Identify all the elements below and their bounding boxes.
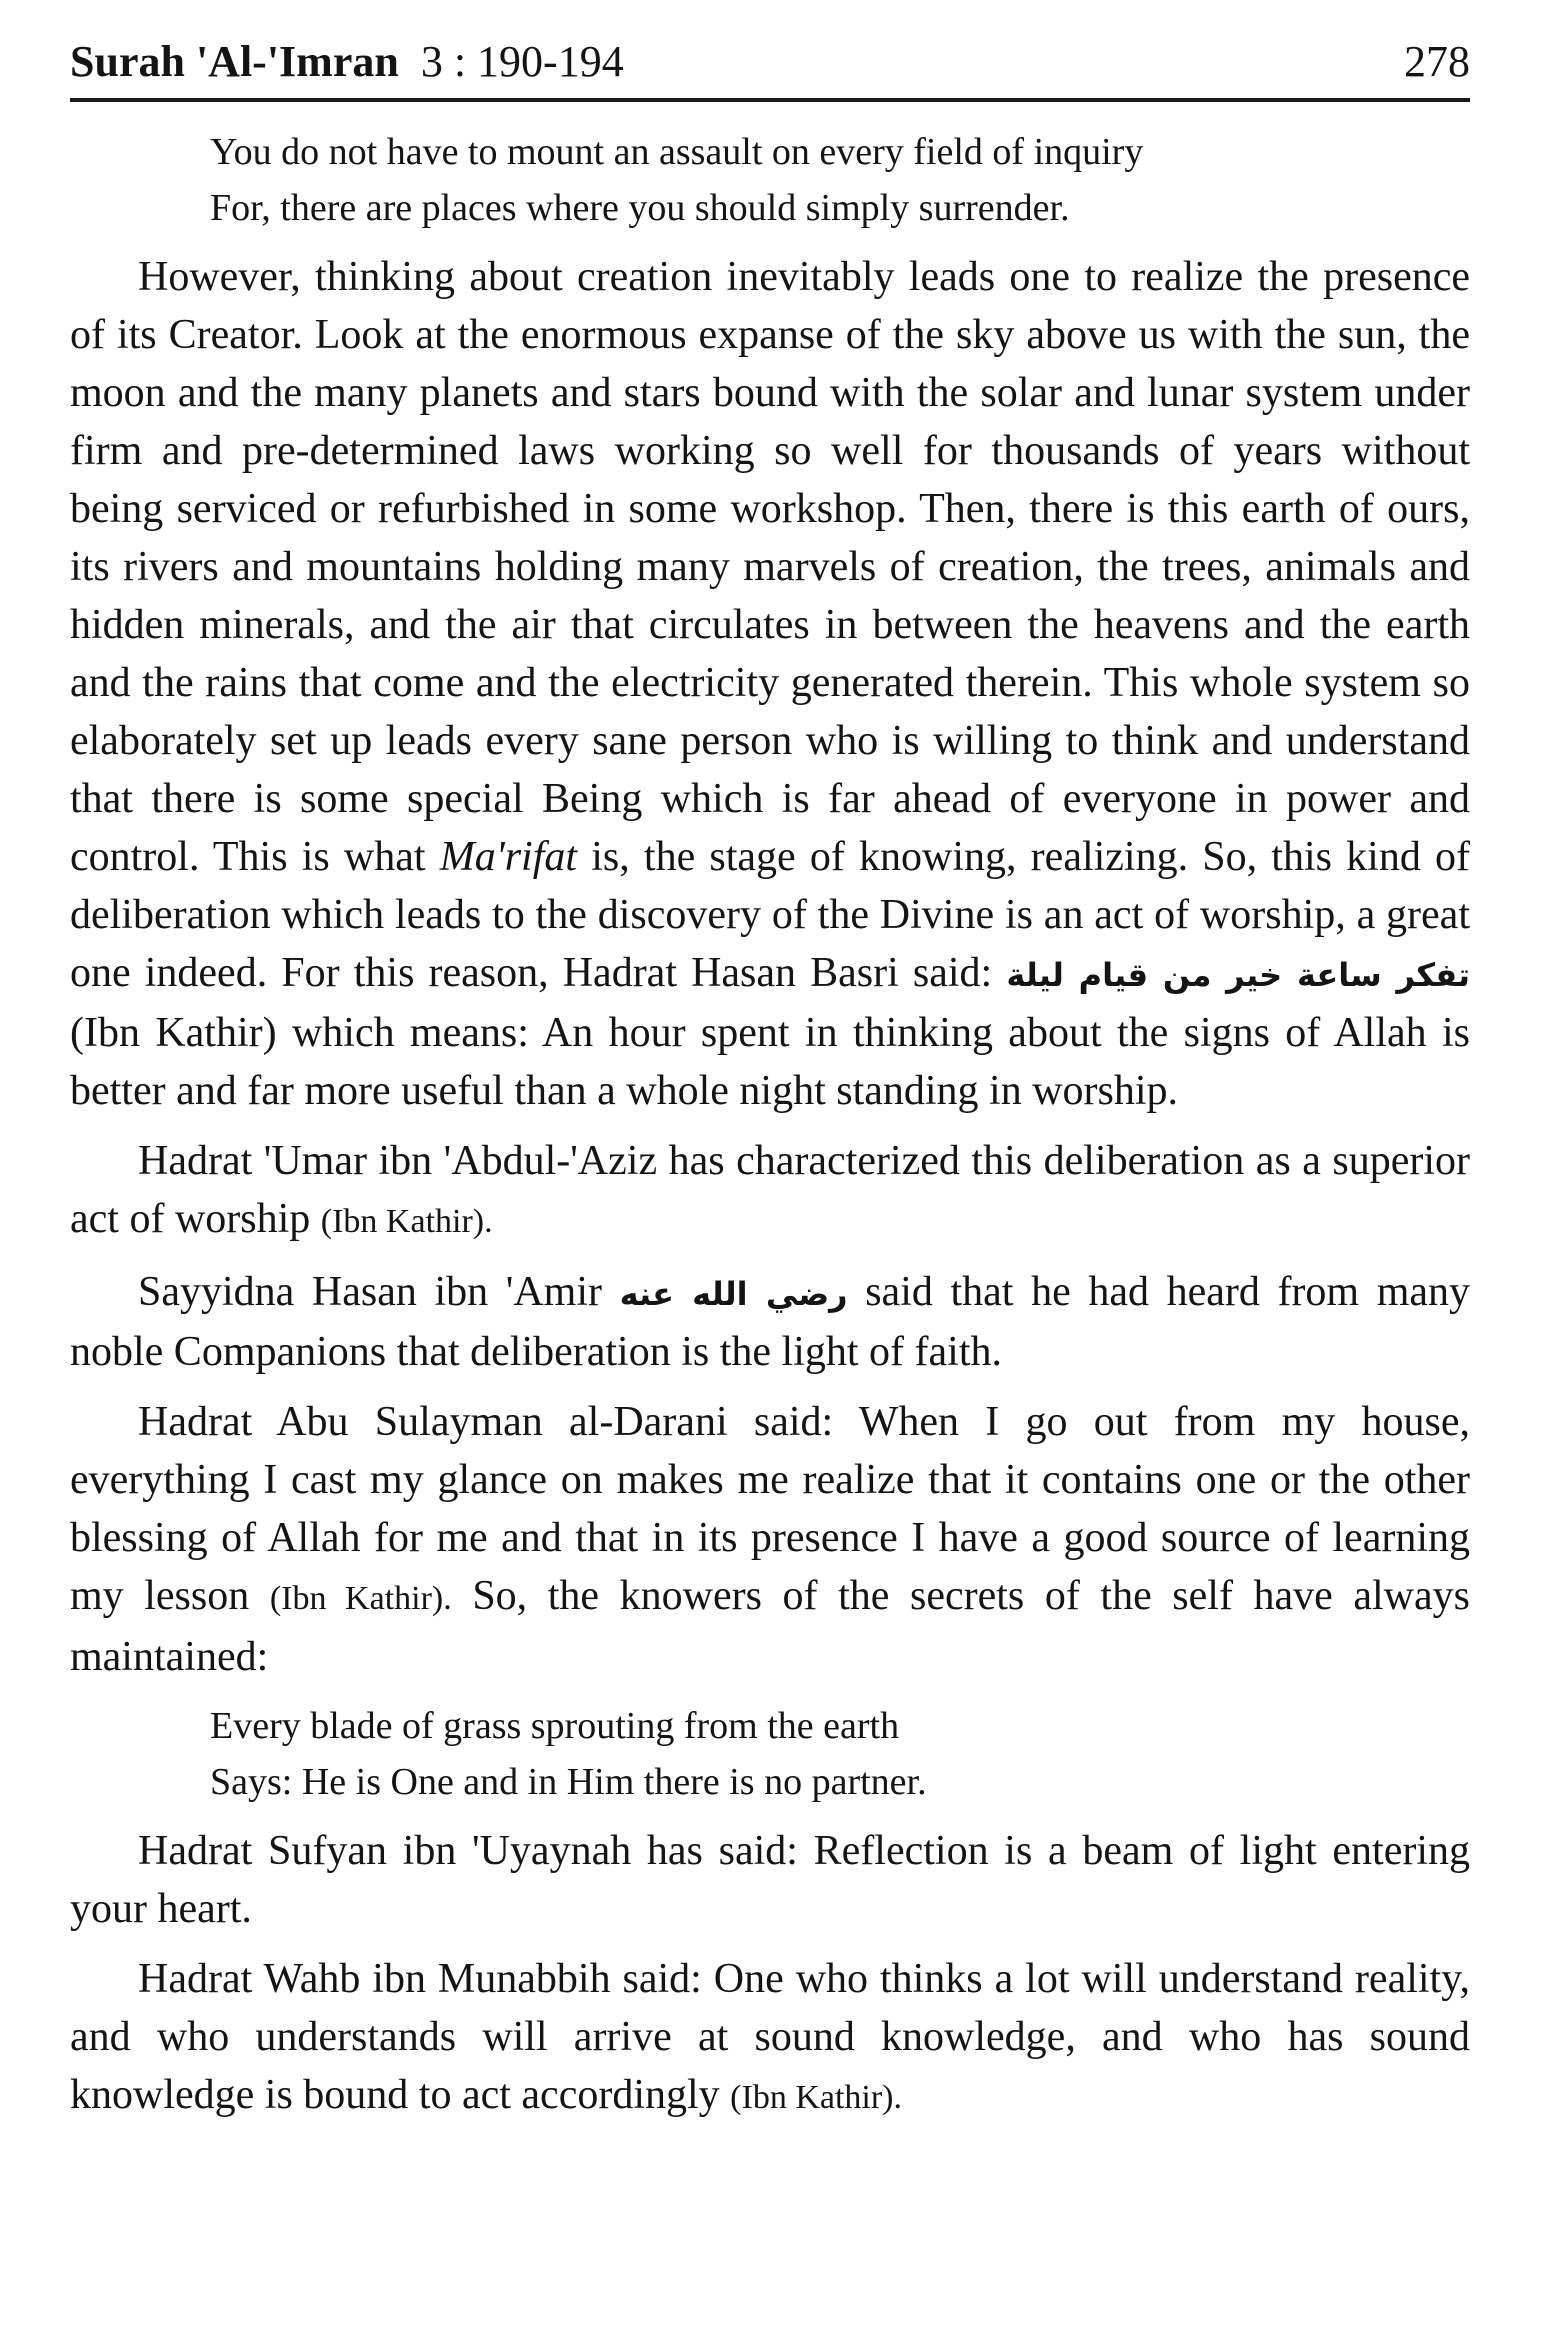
header-left <box>70 36 624 87</box>
verse-line: Says: He is One and in Him there is no partner. <box>210 1761 927 1803</box>
paragraph-umar <box>70 1132 1470 1251</box>
verse-reference: 3 : 190-194 <box>420 37 624 86</box>
paragraph-darani <box>70 1393 1470 1686</box>
paragraph-text: Hadrat 'Umar ibn 'Abdul-'Aziz has characterized this deliberation as a superior act of worship <box>70 1138 1470 1242</box>
verse-line: Every blade of grass sprouting from the earth <box>210 1705 900 1747</box>
header-rule <box>70 98 1470 102</box>
page-number: 278 <box>1404 37 1470 86</box>
page-body <box>70 124 1470 2139</box>
verse-block-2 <box>70 1698 1470 1810</box>
verse-block-1 <box>70 124 1470 236</box>
paragraph-text: is, the stage of knowing, realizing. So, this kind of deliberation which leads to the discovery of the Divine is an act of worship, a great one indeed. For this reason, Hadrat Hasan Basri said: <box>70 834 1470 996</box>
surah-title: Surah 'Al-'Imran <box>70 37 399 86</box>
paragraph-wahb <box>70 1950 1470 2127</box>
paragraph-text: Hadrat Abu Sulayman al-Darani said: When I go out from my house, everything I cast my glance on makes me realize that it contains one or the other blessing of Allah for me and that in its presence I have a good source of learning my lesson <box>70 1399 1470 1619</box>
paragraph-hasan <box>70 1263 1470 1381</box>
verse-line: For, there are places where you should simply surrender. <box>210 187 1070 229</box>
citation: (Ibn Kathir). <box>269 1580 452 1617</box>
citation: (Ibn Kathir). <box>320 1203 493 1240</box>
paragraph-text: Sayyidna Hasan ibn 'Amir <box>138 1269 620 1315</box>
paragraph-sufyan <box>70 1822 1470 1938</box>
paragraph-text: (Ibn Kathir) which means: An hour spent in thinking about the signs of Allah is better and far more useful than a whole night standing in worship. <box>70 1010 1470 1114</box>
arabic-quote: تفكر ساعة خير من قيام ليلة <box>1006 956 1471 994</box>
term-marifat: Ma'rifat <box>439 834 578 880</box>
running-header <box>70 36 1470 100</box>
paragraph-creation <box>70 248 1470 1120</box>
paragraph-text: said that he had heard from many noble Companions that deliberation is the light of faith. <box>70 1269 1471 1375</box>
arabic-honorific: رضي الله عنه <box>619 1275 848 1313</box>
paragraph-text: So, the knowers of the secrets of the self have always maintained: <box>70 1573 1470 1680</box>
verse-line: You do not have to mount an assault on every field of inquiry <box>210 131 1144 173</box>
paragraph-text: Hadrat Wahb ibn Munabbih said: One who thinks a lot will understand reality, and who understands will arrive at sound knowledge, and who has sound knowledge is bound to act accordingly <box>70 1956 1470 2118</box>
citation: (Ibn Kathir). <box>730 2079 902 2116</box>
paragraph-text: However, thinking about creation inevitably leads one to realize the presence of its Creator. Look at the enormous expanse of the sky above us with the sun, the moon and the many planets and stars bound with the solar and lunar system under firm and pre-determined laws working so well for thousands of years without being serviced or refurbished in some workshop. Then, there is this earth of ours, its rivers and mountains holding many marvels of creation, the trees, animals and hidden minerals, and the air that circulates in between the heavens and the earth and the rains that come and the electricity generated therein. This whole system so elaborately set up leads every sane person who is willing to think and understand that there is some special Being which is far ahead of everyone in power and control. This is what <box>70 254 1470 880</box>
paragraph-text: Hadrat Sufyan ibn 'Uyaynah has said: Reflection is a beam of light entering your heart. <box>70 1828 1470 1932</box>
